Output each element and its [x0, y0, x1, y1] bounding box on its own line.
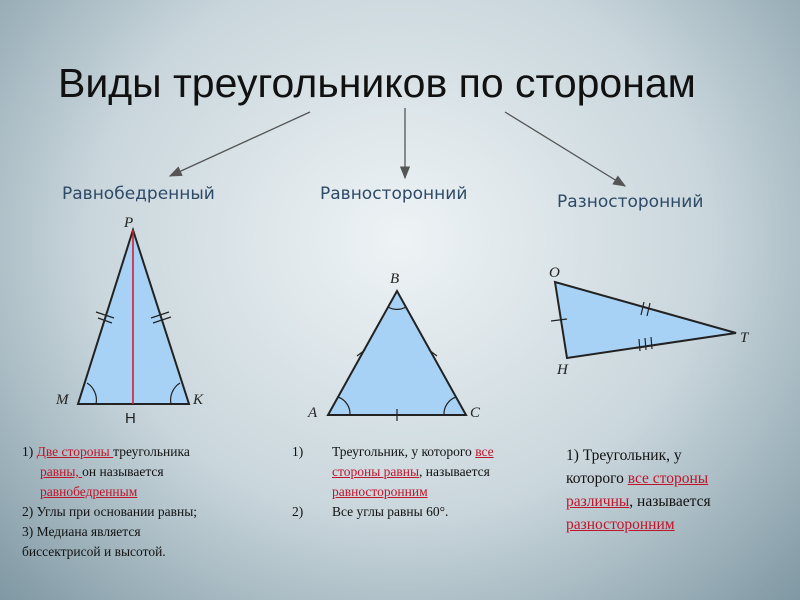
category-scalene: Разносторонний: [557, 192, 704, 212]
equilateral-triangle: [328, 291, 466, 421]
vertex-a: A: [308, 405, 318, 421]
scal-line2-red: все стороны: [627, 470, 709, 487]
vertex-p: P: [124, 215, 134, 231]
isosceles-triangle: [78, 230, 189, 404]
iso-line2-rest: он называется: [82, 464, 164, 479]
vertex-o: O: [549, 265, 560, 281]
iso-line5: 3) Медиана является: [22, 524, 141, 539]
scalene-triangle: [551, 282, 736, 358]
arrow-to-isosceles: [170, 112, 310, 176]
iso-line1-red: Две стороны: [36, 444, 114, 459]
equi-line1-red: все: [475, 444, 494, 459]
vertex-b: B: [390, 271, 400, 287]
equi-line2-rest: , называется: [419, 464, 490, 479]
vertex-m: M: [56, 392, 69, 408]
iso-line3-red: равнобедренным: [40, 484, 138, 499]
iso-line2-red: равны,: [40, 464, 83, 479]
equi-line2-red: стороны равны: [332, 464, 420, 479]
category-equilateral: Равносторонний: [320, 184, 468, 204]
equi-line4: Все углы равны 60°.: [332, 504, 449, 519]
vertex-t: T: [740, 330, 749, 346]
equi-num1: 1): [292, 444, 304, 459]
scal-line1: 1) Треугольник, у: [566, 447, 682, 464]
scal-line3-red: различны: [566, 493, 630, 510]
equi-num2: 2): [292, 504, 304, 519]
vertex-h: H: [125, 410, 136, 427]
equilateral-description: [292, 442, 494, 522]
arrow-to-scalene: [505, 112, 625, 186]
vertex-k: K: [193, 392, 204, 408]
iso-line6: биссектрисой и высотой.: [22, 544, 166, 559]
iso-line4: 2) Углы при основании равны;: [22, 504, 198, 519]
equi-line3-red: равносторонним: [332, 484, 428, 499]
page-title: Виды треугольников по сторонам: [58, 60, 696, 106]
scal-line4-red: разносторонним: [566, 516, 675, 533]
scal-line2a: которого: [566, 470, 628, 487]
category-isosceles: Равнобедренный: [62, 184, 215, 204]
equi-line1a: Треугольник, у которого: [332, 444, 476, 459]
scalene-description: [566, 444, 711, 536]
scal-line3-rest: , называется: [629, 493, 711, 510]
isosceles-description: [22, 442, 197, 562]
iso-line1-num: 1): [22, 444, 34, 459]
vertex-c: C: [470, 405, 481, 421]
vertex-h-scalene: H: [557, 362, 568, 378]
iso-line1-rest: треугольника: [113, 444, 190, 459]
